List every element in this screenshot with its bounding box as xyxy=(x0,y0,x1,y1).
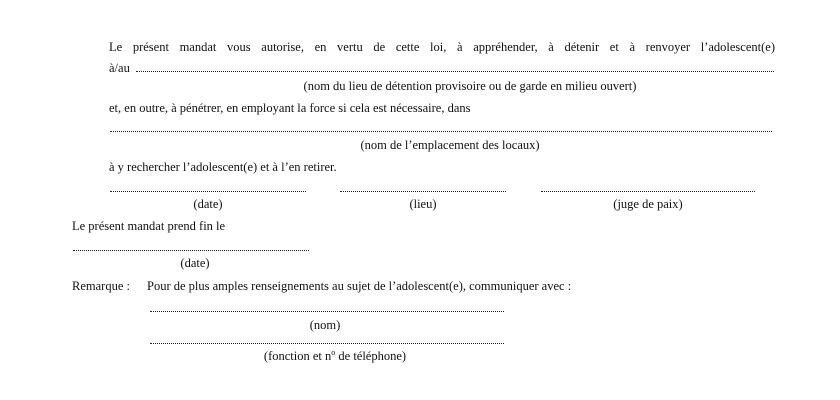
premises-field[interactable] xyxy=(110,131,772,132)
judge-caption: (juge de paix) xyxy=(613,197,683,211)
signature-place-field[interactable] xyxy=(340,191,506,192)
destination-label: à/au xyxy=(109,61,130,75)
warrant-intro-text: Le présent mandat vous autorise, en vertu de cette loi, à appréhender, à détenir et à renvoyer l’adolescent(e) xyxy=(109,40,775,54)
remark-label: Remarque : xyxy=(72,279,130,293)
detention-place-field[interactable] xyxy=(136,71,774,72)
premises-caption: (nom de l’emplacement des locaux) xyxy=(360,138,540,152)
expiry-date-caption: (date) xyxy=(180,256,210,270)
signature-date-caption: (date) xyxy=(193,197,223,211)
expiry-text: Le présent mandat prend fin le xyxy=(72,219,226,233)
contact-function-phone-caption: (fonction et $n^o$ de téléphone) xyxy=(263,347,407,363)
contact-name-caption: (nom) xyxy=(309,318,341,332)
judge-signature-field[interactable] xyxy=(541,191,755,192)
enter-premises-text: et, en outre, à pénétrer, en employant la force si cela est nécessaire, dans xyxy=(109,101,471,115)
contact-name-field[interactable] xyxy=(150,311,504,312)
expiry-date-field[interactable] xyxy=(73,250,309,251)
contact-function-phone-field[interactable] xyxy=(150,343,504,344)
detention-place-caption: (nom du lieu de détention provisoire ou de garde en milieu ouvert) xyxy=(303,79,637,93)
signature-place-caption: (lieu) xyxy=(409,197,437,211)
signature-date-field[interactable] xyxy=(110,191,306,192)
remark-text: Pour de plus amples renseignements au sujet de l’adolescent(e), communiquer avec : xyxy=(147,279,572,293)
search-text: à y rechercher l’adolescent(e) et à l’en retirer. xyxy=(109,160,337,174)
